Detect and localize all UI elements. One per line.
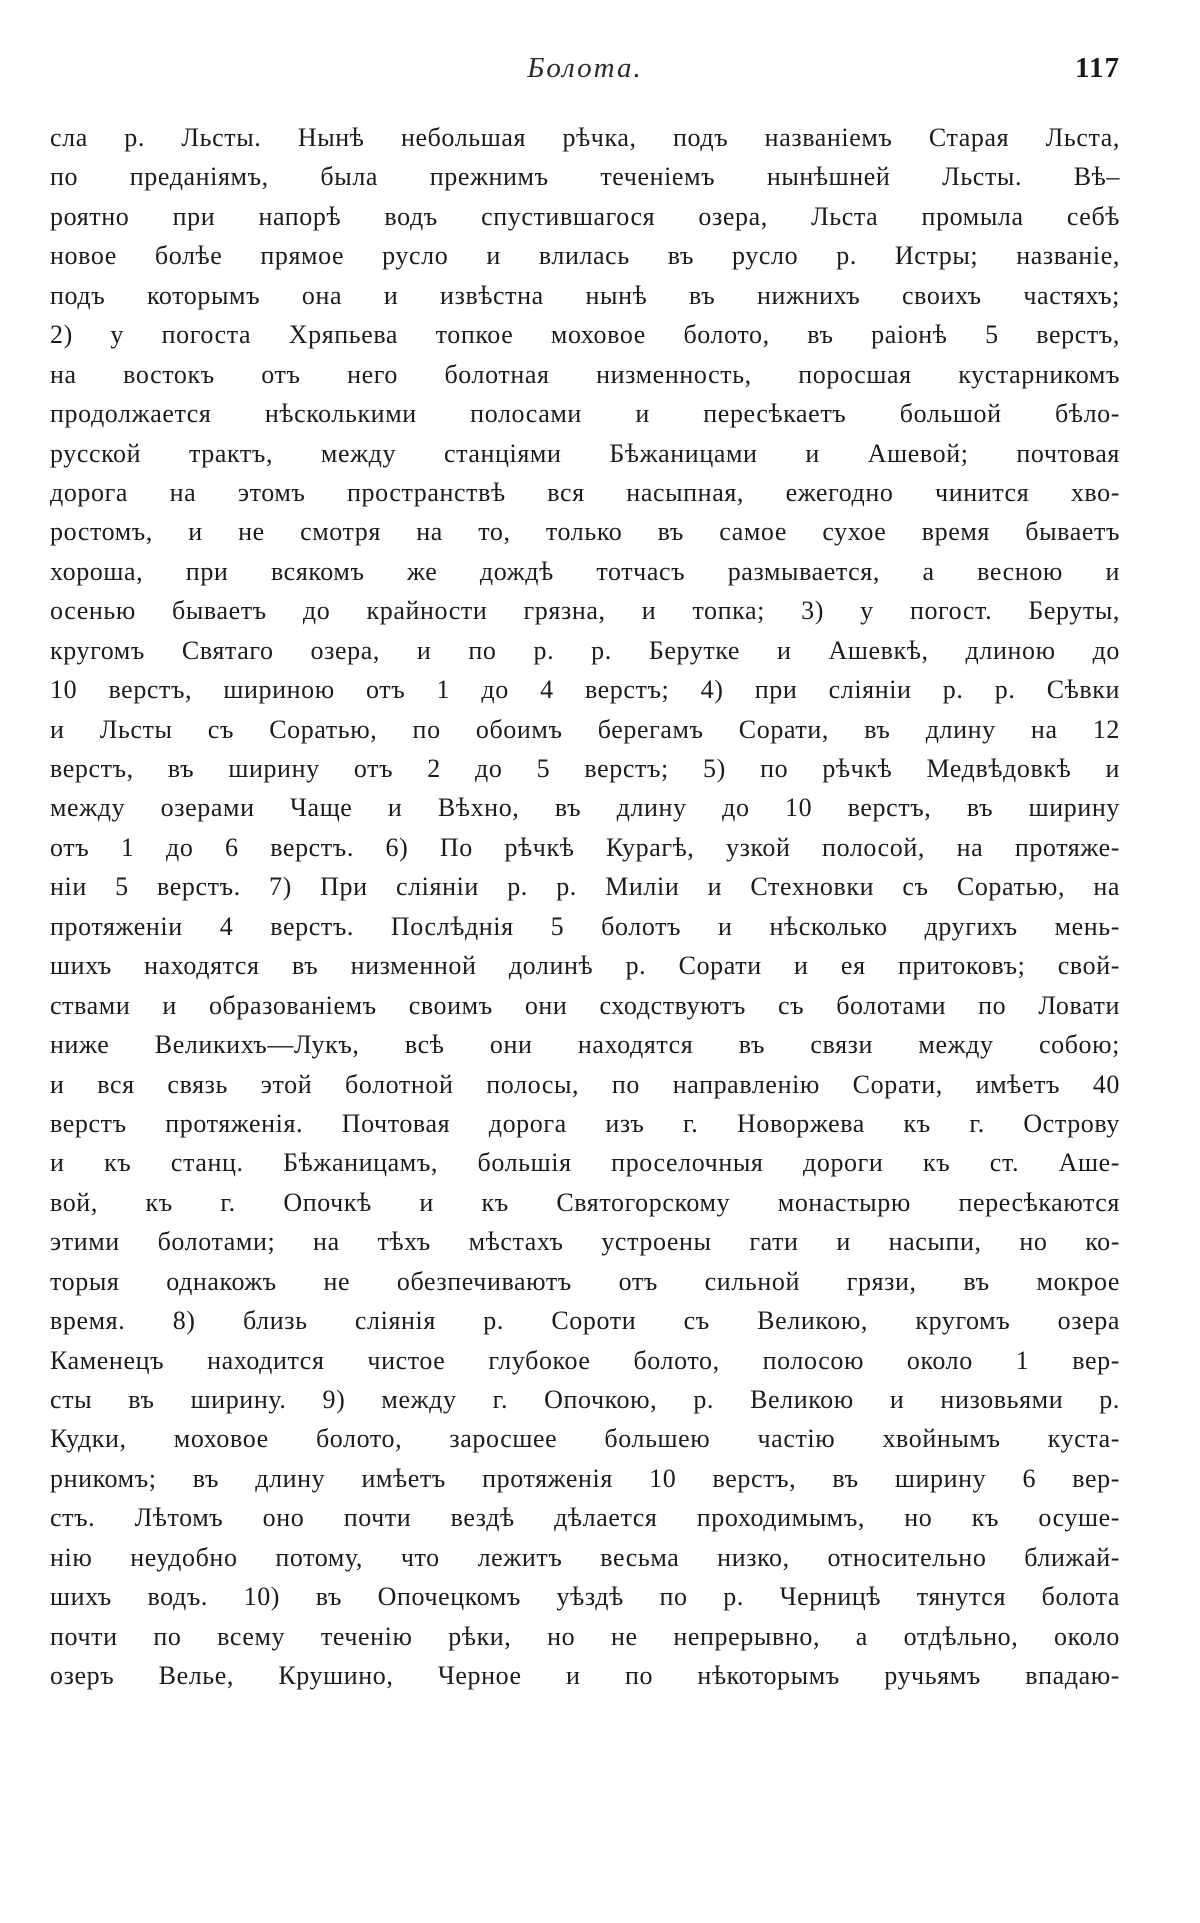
text-line: русской трактъ, между станціями Бѣжаницами и Ашевой; почтовая bbox=[50, 438, 1120, 468]
text-line: озеръ Велье, Крушино, Черное и по нѣкоторымъ ручьямъ впадаю- bbox=[50, 1661, 1120, 1691]
text-line: новое болѣе прямое русло и влилась въ русло р. Истры; названіе, bbox=[50, 241, 1120, 271]
text-line: между озерами Чаще и Вѣхно, въ длину до 10 верстъ, въ ширину bbox=[50, 793, 1120, 823]
text-line: ростомъ, и не смотря на то, только въ самое сухое время бываетъ bbox=[50, 517, 1120, 547]
text-line: почти по всему теченію рѣки, но не непрерывно, а отдѣльно, около bbox=[50, 1621, 1120, 1651]
running-title: Болота. bbox=[527, 52, 643, 84]
text-line: протяженіи 4 верстъ. Послѣднія 5 болотъ и нѣсколько другихъ мень- bbox=[50, 911, 1120, 941]
text-line: время. 8) близь сліянія р. Сороти съ Великою, кругомъ озера bbox=[50, 1306, 1120, 1336]
text-line: по преданіямъ, была прежнимъ теченіемъ нынѣшней Льсты. Вѣ– bbox=[50, 162, 1120, 192]
text-line: ствами и образованіемъ своимъ они сходствуютъ съ болотами по Ловати bbox=[50, 990, 1120, 1020]
text-line: стъ. Лѣтомъ оно почти вездѣ дѣлается проходимымъ, но къ осуше- bbox=[50, 1503, 1120, 1533]
page-number: 117 bbox=[1075, 52, 1120, 84]
text-line: Каменецъ находится чистое глубокое болото, полосою около 1 вер- bbox=[50, 1345, 1120, 1375]
text-line: вой, къ г. Опочкѣ и къ Святогорскому монастырю пересѣкаются bbox=[50, 1187, 1120, 1217]
text-line: Кудки, моховое болото, заросшее большею частію хвойнымъ куста- bbox=[50, 1424, 1120, 1454]
text-line: сла р. Льсты. Нынѣ небольшая рѣчка, подъ названіемъ Старая Льста, bbox=[50, 123, 1120, 152]
text-line: осенью бываетъ до крайности грязна, и топка; 3) у погост. Беруты, bbox=[50, 596, 1120, 626]
running-head bbox=[50, 52, 1120, 102]
text-line: отъ 1 до 6 верстъ. 6) По рѣчкѣ Курагѣ, узкой полосой, на протяже- bbox=[50, 832, 1120, 862]
text-line: шихъ находятся въ низменной долинѣ р. Сорати и ея притоковъ; свой- bbox=[50, 951, 1120, 981]
text-line: шихъ водъ. 10) въ Опочецкомъ уѣздѣ по р. Черницѣ тянутся болота bbox=[50, 1582, 1120, 1612]
text-line: нію неудобно потому, что лежитъ весьма низко, относительно ближай- bbox=[50, 1542, 1120, 1572]
text-line: и къ станц. Бѣжаницамъ, большія проселочныя дороги къ ст. Аше- bbox=[50, 1148, 1120, 1178]
text-line: на востокъ отъ него болотная низменность, поросшая кустарникомъ bbox=[50, 359, 1120, 389]
text-line: верстъ, въ ширину отъ 2 до 5 верстъ; 5) по рѣчкѣ Медвѣдовкѣ и bbox=[50, 754, 1120, 783]
text-line: подъ которымъ она и извѣстна нынѣ въ нижнихъ своихъ частяхъ; bbox=[50, 280, 1120, 310]
text-line: продолжается нѣсколькими полосами и пересѣкаетъ большой бѣло- bbox=[50, 399, 1120, 429]
text-line: сты въ ширину. 9) между г. Опочкою, р. Великою и низовьями р. bbox=[50, 1385, 1120, 1414]
text-line: этими болотами; на тѣхъ мѣстахъ устроены гати и насыпи, но ко- bbox=[50, 1227, 1120, 1257]
text-line: и вся связь этой болотной полосы, по направленію Сорати, имѣетъ 40 bbox=[50, 1069, 1120, 1099]
text-line: кругомъ Святаго озера, и по р. р. Берутке и Ашевкѣ, длиною до bbox=[50, 635, 1120, 665]
text-line: дорога на этомъ пространствѣ вся насыпная, ежегодно чинится хво- bbox=[50, 477, 1120, 507]
text-line: 10 верстъ, шириною отъ 1 до 4 верстъ; 4) при сліяніи р. р. Сѣвки bbox=[50, 675, 1120, 705]
text-line: хороша, при всякомъ же дождѣ тотчасъ размывается, а весною и bbox=[50, 556, 1120, 586]
text-line: ниже Великихъ—Лукъ, всѣ они находятся въ связи между собою; bbox=[50, 1030, 1120, 1060]
text-line: верстъ протяженія. Почтовая дорога изъ г. Новоржева къ г. Острову bbox=[50, 1108, 1120, 1138]
text-line: ніи 5 верстъ. 7) При сліяніи р. р. Миліи и Стехновки съ Соратью, на bbox=[50, 872, 1120, 902]
body-text bbox=[50, 118, 1120, 1696]
text-line: и Льсты съ Соратью, по обоимъ берегамъ Сорати, въ длину на 12 bbox=[50, 714, 1120, 744]
text-line: роятно при напорѣ водъ спустившагося озера, Льста промыла себѣ bbox=[50, 201, 1120, 231]
text-line: 2) у погоста Хряпьева топкое моховое болото, въ раіонѣ 5 верстъ, bbox=[50, 320, 1120, 350]
text-line: торыя однакожъ не обезпечиваютъ отъ сильной грязи, въ мокрое bbox=[50, 1266, 1120, 1296]
text-line: рникомъ; въ длину имѣетъ протяженія 10 верстъ, въ ширину 6 вер- bbox=[50, 1463, 1120, 1493]
